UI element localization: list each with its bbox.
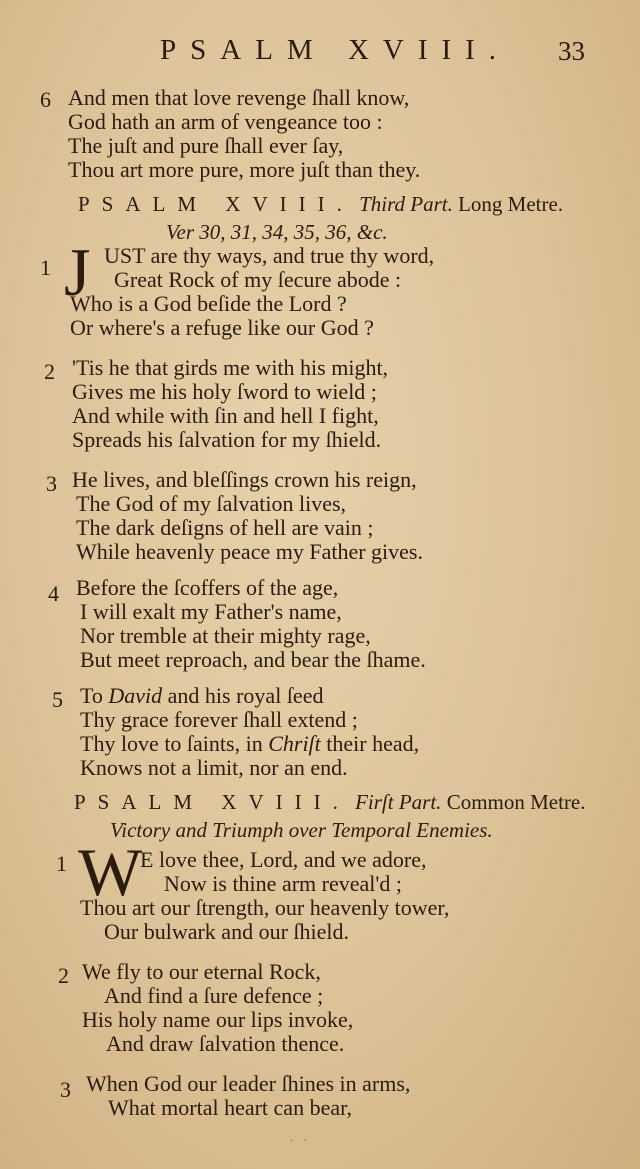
meter-label: Long Metre. (458, 192, 564, 216)
part-label: Firſt Part. (355, 790, 442, 814)
italic-name: Chriſt (268, 731, 321, 756)
verse-line: And men that love revenge ſhall know, (68, 85, 410, 110)
verse-line: Gives me his holy ſword to wield ; (72, 379, 377, 404)
text-run: To (80, 683, 109, 708)
page-number: 33 (558, 36, 585, 66)
verse-line: Now is thine arm reveal'd ; (164, 871, 402, 896)
part-label: Third Part. (359, 192, 453, 216)
verse-number: 4 (48, 581, 59, 606)
verse-line: Who is a God beſide the Lord ? (70, 291, 347, 316)
verse-line: But meet reproach, and bear the ſhame. (80, 647, 426, 672)
meter-label: Common Metre. (446, 790, 586, 814)
verse-line: He lives, and bleſſings crown his reign, (72, 467, 417, 492)
header-title: PSALM XVIII. (160, 34, 511, 66)
verse-line (80, 732, 419, 756)
verse-line: Great Rock of my ſecure abode : (114, 267, 402, 292)
verse-line: UST are thy ways, and true thy word, (104, 243, 435, 268)
section-subtitle: Victory and Triumph over Temporal Enemies. (110, 818, 493, 842)
psalm-title: PSALM XVIII. (78, 192, 354, 216)
verse-number: 3 (60, 1077, 71, 1102)
verse-number: 1 (56, 851, 67, 876)
verse-line: The dark deſigns of hell are vain ; (76, 515, 374, 540)
verse-line: While heavenly peace my Father gives. (76, 539, 423, 564)
verse-line: What mortal heart can bear, (108, 1095, 353, 1120)
verse-line: We fly to our eternal Rock, (82, 959, 321, 984)
verse-line: And draw ſalvation thence. (106, 1031, 345, 1056)
verse-references: Ver 30, 31, 34, 35, 36, &c. (166, 220, 388, 244)
running-header (0, 32, 640, 72)
verse-line: The God of my ſalvation lives, (76, 491, 347, 516)
verse-line: E love thee, Lord, and we adore, (140, 847, 427, 872)
drop-cap: W (78, 834, 143, 910)
drop-cap: J (64, 234, 91, 310)
verse-number: 1 (40, 255, 51, 280)
verse-line: God hath an arm of vengeance too : (68, 109, 383, 134)
italic-name: David (108, 683, 163, 708)
verse-line: Spreads his ſalvation for my ſhield. (72, 427, 382, 452)
verse-line: When God our leader ſhines in arms, (86, 1071, 411, 1096)
verse-line: Nor tremble at their mighty rage, (80, 623, 371, 648)
section-heading (74, 790, 586, 814)
page-ornament: . . (290, 1130, 311, 1144)
verse-line: Our bulwark and our ſhield. (104, 919, 349, 944)
text-run: and his royal ſeed (162, 683, 324, 708)
psalm-title: PSALM XVIII. (74, 790, 350, 814)
text-run: Thy love to ſaints, in (80, 731, 269, 756)
verse-line: Thou art our ſtrength, our heavenly tower, (80, 895, 450, 920)
section-heading (78, 192, 563, 216)
verse-line: His holy name our lips invoke, (82, 1007, 354, 1032)
verse-number: 2 (44, 359, 55, 384)
verse-line (80, 684, 323, 708)
verse-line: Knows not a limit, nor an end. (80, 755, 348, 780)
verse-number: 2 (58, 963, 69, 988)
verse-number: 5 (52, 687, 63, 712)
verse-number: 6 (40, 87, 51, 112)
verse-line: I will exalt my Father's name, (80, 599, 342, 624)
verse-line: 'Tis he that girds me with his might, (72, 355, 389, 380)
verse-number: 3 (46, 471, 57, 496)
verse-line: Thou art more pure, more juſt than they. (68, 157, 421, 182)
verse-line: And find a ſure defence ; (104, 983, 324, 1008)
verse-line: And while with ſin and hell I fight, (72, 403, 379, 428)
text-run: their head, (320, 731, 420, 756)
verse-line: Thy grace forever ſhall extend ; (80, 707, 358, 732)
verse-line: Before the ſcoffers of the age, (76, 575, 339, 600)
verse-line: The juſt and pure ſhall ever ſay, (68, 133, 344, 158)
verse-line: Or where's a refuge like our God ? (70, 315, 374, 340)
